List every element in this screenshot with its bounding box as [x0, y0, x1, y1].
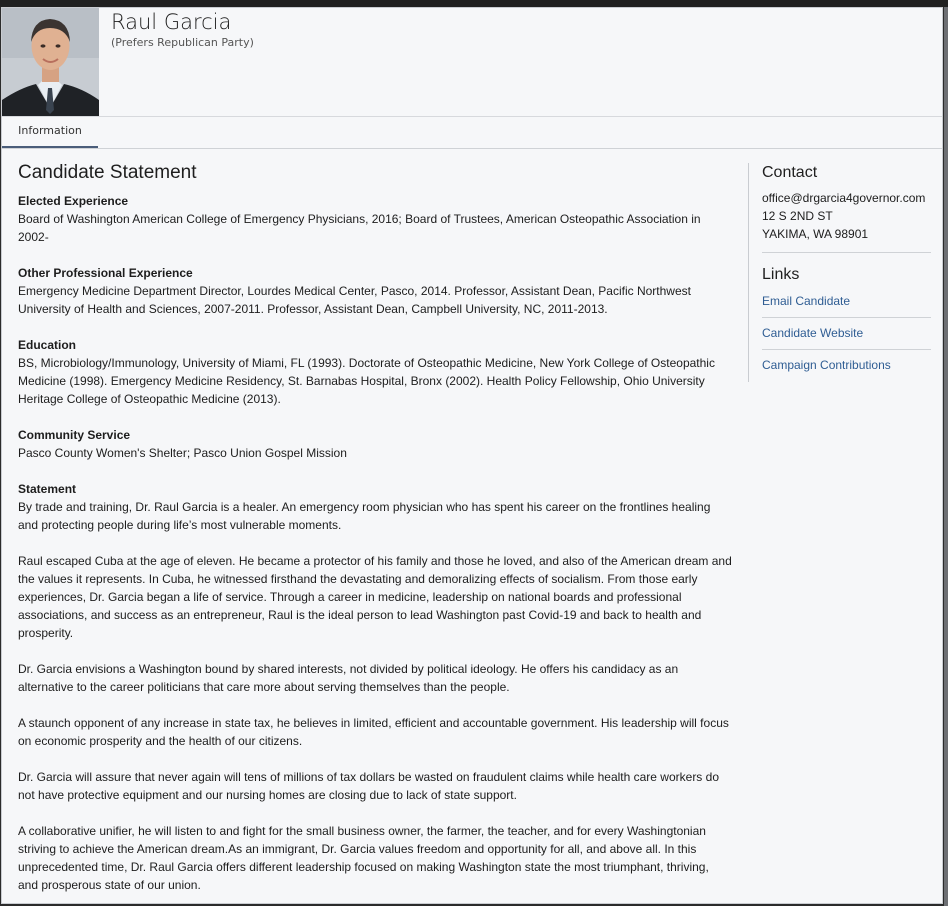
- window-top-bar: [0, 0, 948, 7]
- section-text: Emergency Medicine Department Director, Lourdes Medical Center, Pasco, 2014. Professor, Assistant Dean, Pacific Northwest University of Health and Sciences, 2007-2011. Professor, Assistant Dean, Campbell University, NC, 2011-2013.: [18, 284, 691, 316]
- contact-address-line1: 12 S 2ND ST: [762, 209, 833, 223]
- statement-title: Candidate Statement: [18, 162, 197, 183]
- candidate-website-link[interactable]: Candidate Website: [762, 326, 931, 350]
- section-heading: Elected Experience: [18, 194, 129, 208]
- candidate-photo: [2, 8, 99, 116]
- statement-paragraph: Dr. Garcia will assure that never again will tens of millions of tax dollars be wasted on fraudulent claims while health care workers do not have protective equipment and our nursing homes are closing due to lack of state support.: [18, 770, 719, 802]
- contact-sidebar: [748, 163, 931, 382]
- window-right-edge: [944, 7, 948, 906]
- section-statement: [18, 480, 732, 894]
- contact-email: office@drgarcia4governor.com: [762, 191, 926, 205]
- email-candidate-link[interactable]: Email Candidate: [762, 294, 931, 318]
- statement-paragraph: A staunch opponent of any increase in state tax, he believes in limited, efficient and accountable government. His leadership will focus on economic prosperity and the health of our citizens.: [18, 716, 729, 748]
- candidate-header: [2, 8, 942, 117]
- tab-bar: [2, 116, 942, 149]
- section-education: [18, 336, 732, 408]
- contact-address-line2: YAKIMA, WA 98901: [762, 227, 869, 241]
- links-section: [762, 265, 931, 381]
- section-community-service: [18, 426, 732, 462]
- tab-information[interactable]: Information: [2, 116, 98, 148]
- statement-paragraph: A collaborative unifier, he will listen to and fight for the small business owner, the farmer, the teacher, and for every Washingtonian striving to achieve the American dream.As an immigrant, Dr. Garcia values freedom and opportunity for all, and above all. In this unprecedented time, Dr. Raul Garcia offers different leadership focused on making Washington state the most triumphant, thriving, and prosperous state of our union.: [18, 824, 709, 892]
- section-heading: Other Professional Experience: [18, 266, 193, 280]
- section-heading: Community Service: [18, 428, 131, 442]
- candidate-statement-panel: [18, 161, 732, 904]
- statement-paragraph: Dr. Garcia envisions a Washington bound by shared interests, not divided by political ideology. He offers his candidacy as an alternative to the career politicians that care more about serving themselves than the people.: [18, 662, 679, 694]
- section-text: BS, Microbiology/Immunology, University of Miami, FL (1993). Doctorate of Osteopathic Medicine, New York College of Osteopathic Medicine (1998). Emergency Medicine Residency, St. Barnabas Hospital, Bronx (2002). Health Policy Fellowship, Ohio University Heritage College of Osteopathic Medicine (2013).: [18, 356, 715, 406]
- contact-title: Contact: [762, 164, 818, 181]
- section-other-professional-experience: [18, 264, 732, 318]
- candidate-name: Raul Garcia: [111, 10, 232, 34]
- section-text: Board of Washington American College of Emergency Physicians, 2016; Board of Trustees, American Osteopathic Association in 2002-: [18, 212, 701, 244]
- campaign-contributions-link[interactable]: Campaign Contributions: [762, 358, 891, 372]
- section-heading: Statement: [18, 482, 77, 496]
- divider: [762, 252, 931, 253]
- section-text: Pasco County Women's Shelter; Pasco Union Gospel Mission: [18, 446, 347, 460]
- candidate-party: (Prefers Republican Party): [111, 36, 254, 49]
- section-elected-experience: [18, 192, 732, 246]
- statement-paragraph: Raul escaped Cuba at the age of eleven. He became a protector of his family and those he loved, and also of the American dream and the values it represents. In Cuba, he witnessed firsthand the devastating and demoralizing effects of socialism. From those early experiences, Dr. Garcia began a life of service. Through a career in medicine, leadership on national boards and professional associations, and success as an entrepreneur, Raul is the ideal person to lead Washington past Covid-19 and back to health and prosperity.: [18, 554, 732, 640]
- links-title: Links: [762, 266, 800, 283]
- section-heading: Education: [18, 338, 77, 352]
- candidate-portrait-image: [2, 8, 99, 116]
- candidate-page: [1, 7, 943, 904]
- statement-paragraph: By trade and training, Dr. Raul Garcia is a healer. An emergency room physician who has spent his career on the frontlines healing and protecting people during life’s most vulnerable moments.: [18, 500, 711, 532]
